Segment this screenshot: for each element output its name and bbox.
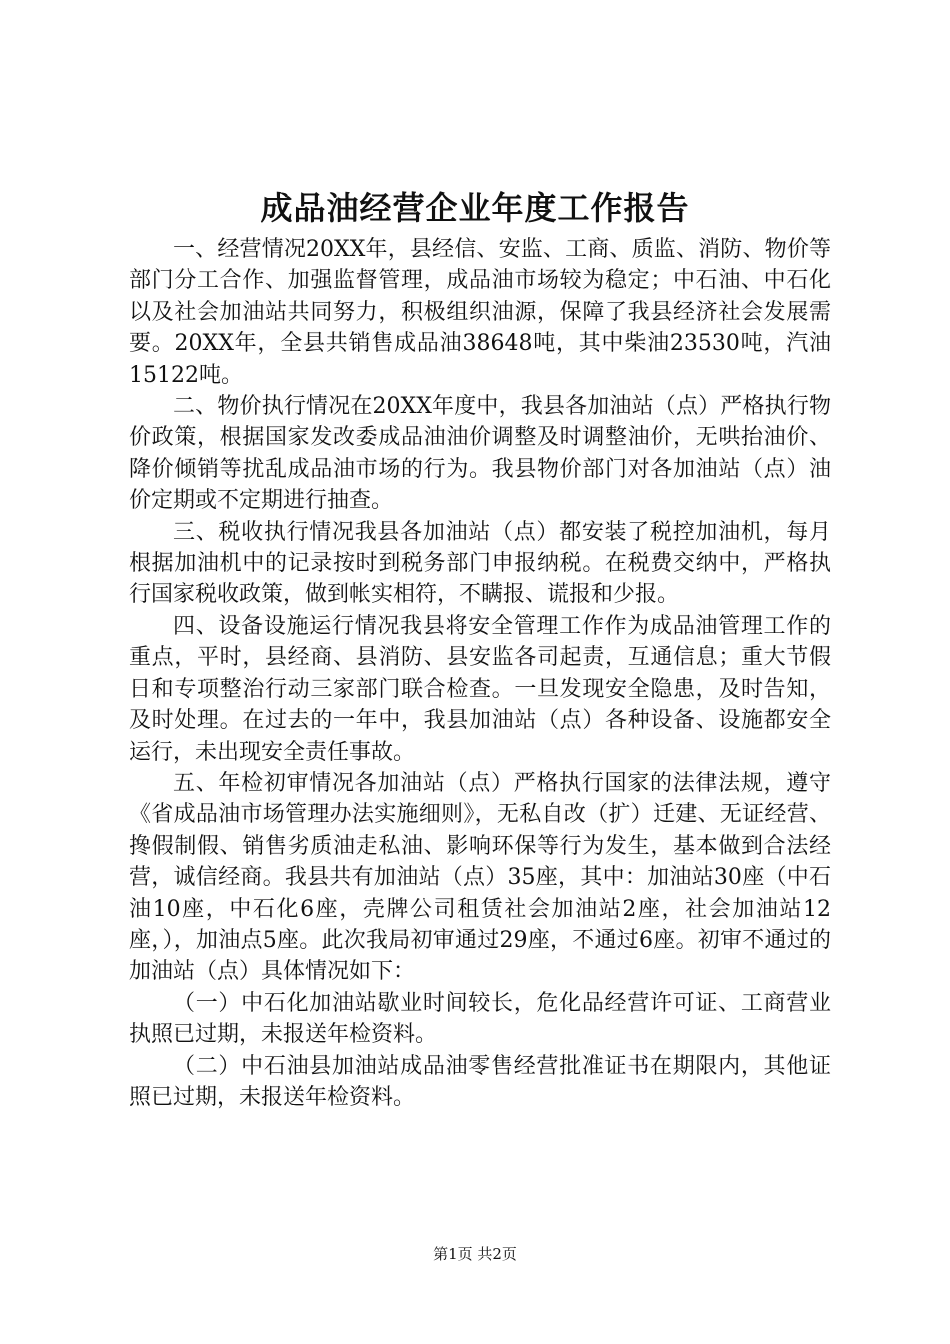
paragraph-item-two: （二）中石油县加油站成品油零售经营批准证书在期限内，其他证照已过期，未报送年检资料。 (129, 1053, 831, 1110)
paragraph-annual-inspection: 五、年检初审情况各加油站（点）严格执行国家的法律法规，遵守《省成品油市场管理办法实施细则》，无私自改（扩）迁建、无证经营、搀假制假、销售劣质油走私油、影响环保等行为发生，基本做到合法经营，诚信经商。我县共有加油站（点）35座，其中：加油站30座（中石油10座，中石化6座，壳牌公司租赁社会加油站2座，社会加油站12座，），加油点5座。此次我局初审通过29座，不通过6座。初审不通过的加油站（点）具体情况如下： (129, 770, 831, 985)
page-footer: 第1页 共2页 (433, 1245, 517, 1263)
document-body (129, 234, 831, 1113)
paragraph-item-one: （一）中石化加油站歇业时间较长，危化品经营许可证、工商营业执照已过期，未报送年检资料。 (129, 990, 831, 1048)
paragraph-business-overview: 一、经营情况20XX年，县经信、安监、工商、质监、消防、物价等部门分工合作、加强监督管理，成品油市场较为稳定；中石油、中石化以及社会加油站共同努力，积极组织油源，保障了我县经济社会发展需要。20XX年，全县共销售成品油38648吨，其中柴油23530吨，汽油15122吨。 (129, 237, 831, 388)
paragraph-price-enforcement: 二、物价执行情况在20XX年度中，我县各加油站（点）严格执行物价政策，根据国家发改委成品油油价调整及时调整油价，无哄抬油价、降价倾销等扰乱成品油市场的行为。我县物价部门对各加油站（点）油价定期或不定期进行抽查。 (129, 394, 831, 514)
paragraph-tax-enforcement: 三、税收执行情况我县各加油站（点）都安装了税控加油机，每月根据加油机中的记录按时到税务部门申报纳税。在税费交纳中，严格执行国家税收政策，做到帐实相符，不瞒报、谎报和少报。 (129, 519, 831, 608)
paragraph-equipment-operation: 四、设备设施运行情况我县将安全管理工作作为成品油管理工作的重点，平时，县经商、县消防、县安监各司起责，互通信息；重大节假日和专项整治行动三家部门联合检查。一旦发现安全隐患，及时告知，及时处理。在过去的一年中，我县加油站（点）各种设备、设施都安全运行，未出现安全责任事故。 (129, 613, 831, 765)
document-title: 成品油经营企业年度工作报告 (260, 189, 690, 227)
